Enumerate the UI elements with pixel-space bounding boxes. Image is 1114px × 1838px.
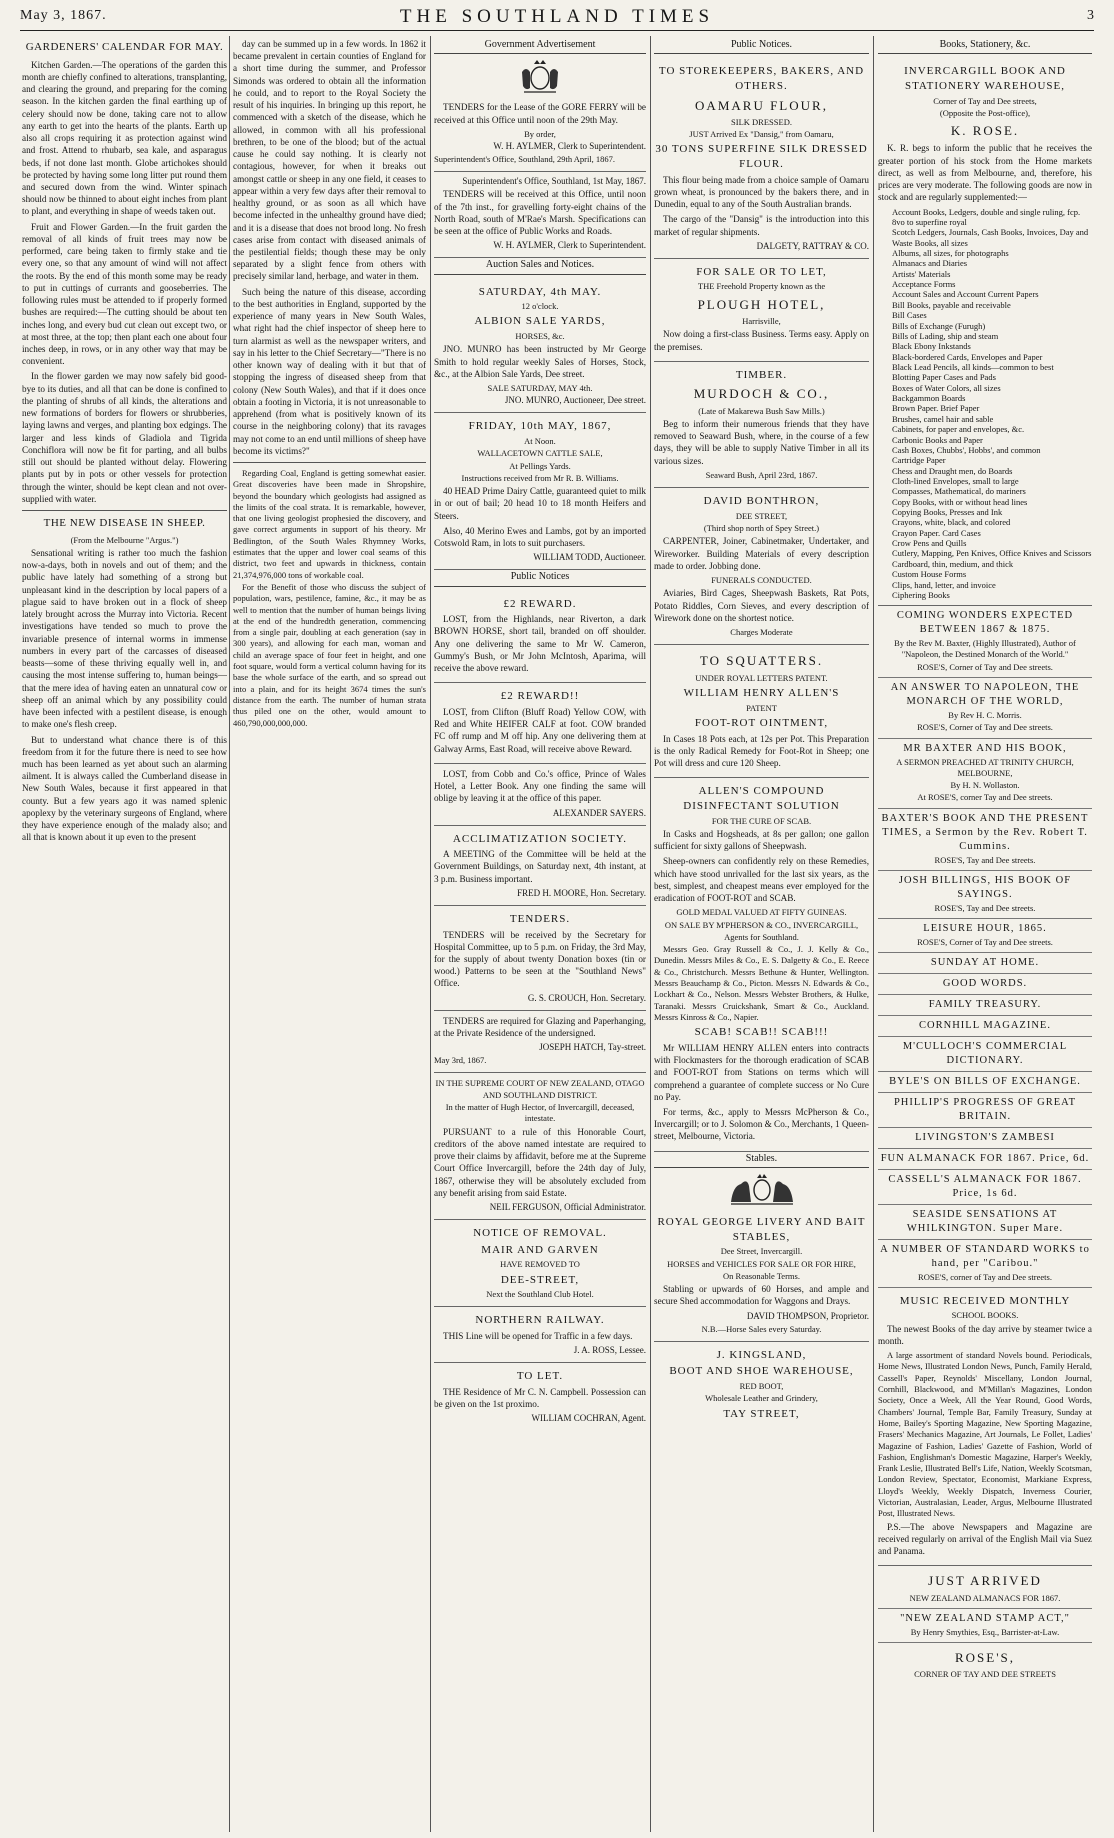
book-listing: GOOD WORDS. xyxy=(878,974,1092,995)
stock-list xyxy=(878,207,1092,601)
stock-list-item: Artists' Materials xyxy=(892,268,951,279)
stock-list-item: Clips, hand, letter, and invoice xyxy=(892,579,996,590)
stock-list-item: Cardboard, thin, medium, and thick xyxy=(892,558,1014,569)
stock-list-item: Chess and Draught men, do Boards xyxy=(892,465,1013,476)
column-4 xyxy=(654,38,869,1834)
book-listing: LEISURE HOUR, 1865. ROSE'S, Corner of Tay and Dee streets. xyxy=(878,919,1092,953)
stock-list-item: Cabinets, for paper and envelopes, &c. xyxy=(892,424,1025,435)
auction-notice: FRIDAY, 10th MAY, 1867, At Noon. WALLACETOWN CATTLE SALE, At Pellings Yards. Instructions received from Mr R. B. Williams. 40 HEAD Prime Dairy Cattle, guaranteed quiet to milk in or out of bail; 20 head 10 to 18 month Heifers and Steers. Also, 40 Merino Ewes and Lambs, got by an imported Cotswold Ram, in lots to suit purchasers. WILLIAM TODD, Auctioneer. xyxy=(434,413,646,570)
book-listing: JOSH BILLINGS, HIS BOOK OF SAYINGS. ROSE'S, Tay and Dee streets. xyxy=(878,871,1092,919)
book-listing: CASSELL'S ALMANACK FOR 1867. Price, 1s 6d. xyxy=(878,1170,1092,1205)
section-heading: Auction Sales and Notices. xyxy=(434,258,646,274)
timber-advert: TIMBER. MURDOCH & CO., (Late of Makarewa Bush Saw Mills.) Beg to inform their numerous friends that they have removed to Seaward Bush, where, in the course of a few days, they will be able to supply Native Timber in all its various sizes. Seaward Bush, April 23rd, 1867. xyxy=(654,362,869,488)
newspaper-title: THE SOUTHLAND TIMES xyxy=(399,6,715,27)
footrot-advert: TO SQUATTERS. UNDER ROYAL LETTERS PATENT. WILLIAM HENRY ALLEN'S PATENT FOOT-ROT OINTMENT, In Cases 18 Pots each, at 12s per Pot. This Preparation is the only Radical Remedy for Foot-Rot in Sheep; one Pot will dress and cure 120 Sheep. xyxy=(654,645,869,778)
stock-list-item: Scotch Ledgers, Journals, Cash Books, Invoices, Day and Waste Books, all sizes xyxy=(892,227,1089,248)
stock-list-item: Blotting Paper Cases and Pads xyxy=(892,372,996,383)
column-1 xyxy=(22,38,227,1834)
stock-list-item: Almanacs and Diaries xyxy=(892,258,968,269)
article-paragraph: Such being the nature of this disease, according to the best authorities in England, supported by the experience of many years in New South Wales, what right had the chief inspector of sheep here to turn alarmist as well as the newspaper writers, and say in his letter to the Chief Secretary—"There is no other known way of dealing with it but that of stopping the ingress of diseased sheep from that colony (New South Wales), and that if it does once obtain a footing in Victoria, it is not unreasonable to apprehend (from what is positively known of its course in the neighboring colony) that its ravages may not come to an end until millions of sheep have become its victims?" xyxy=(233,286,426,456)
article-paragraph: For the Benefit of those who discuss the subject of population, wars, pestilence, famine, &c., it may be as well to mention that the number of human beings living at the end of the hundredth generation, commencing from a single pair, doubling at each generation (say in 300 years), and allowing for each man, woman and child an average space of four feet in height, and one foot square, would form a vertical column having for its base the whole surface of the earth, and so spread out into a plain, and for its height 3674 times the sun's distance from the earth. The number of human strata thus piled one on the other, would amount to 460,790,000,000,000. xyxy=(233,581,426,728)
stock-list-item: Crow Pens and Quills xyxy=(892,538,967,549)
book-listing: PHILLIP'S PROGRESS OF GREAT BRITAIN. xyxy=(878,1093,1092,1128)
disinfectant-advert: ALLEN'S COMPOUND DISINFECTANT SOLUTION FOR THE CURE OF SCAB. In Casks and Hogsheads, at 8s per gallon; one gallon sufficient for sixty gallons of Sheepwash. Sheep-owners can confidently rely on these Remedies, which have stood unrivalled for the last six years, as the best, simplest, and cheapest means ever employed for the eradication of FOOT-ROT and SCAB. GOLD MEDAL VALUED AT FIFTY GUINEAS. ON SALE BY M'PHERSON & CO., INVERCARGILL, Agents for Southland. Messrs Geo. Gray Russell & Co., J. J. Kelly & Co., Dunedin. Messrs Miles & Co., E. S. Dalgetty & Co., E. Reece & Co., Christchurch. Messrs Bethune & Hunter, Wellington. Messrs Beauchamp & Co., Picton. Messrs N. Edwards & Co., Lockhart & Co., Nelson. Messrs Webster Brothers, & Hulke, Taranaki. Messrs Cruickshank, Smart & Co., Auckland. Messrs Kinross & Co., Napier. SCAB! SCAB!! SCAB!!! Mr WILLIAM HENRY ALLEN enters into contracts with Flockmasters for the thorough eradication of SCAB and FOOT-ROT from Stations on terms which will comprehend a guarantee of complete success or No Cure no Pay. For terms, &c., apply to Messrs McPherson & Co., Invercargill; or to J. Solomon & Co., Merchants, 1 Queen-street, Melbourne, Victoria. xyxy=(654,778,869,1151)
article-paragraph: Regarding Coal, England is getting somewhat easier. Great discoveries have been made in Shropshire, beyond the boundary which geologists had assigned as the limits of the coal strata. It is remarkable, however, that one living geologist prophesied the discovery, and gave correct arguments in support of his theory. Mr Bedlington, of the South Wales Rhymney Works, estimates that the upper and lower coal seams of this district, two feet and upwards in thickness, contain 21,374,976,000 tons of workable coal. xyxy=(233,467,426,580)
stock-list-item: Bill Cases xyxy=(892,310,927,321)
stock-list-item: Bill Books, payable and receivable xyxy=(892,299,1011,310)
article-paragraph: Kitchen Garden.—The operations of the garden this month are chiefly confined to alterations, transplanting, and clearing the ground, and preparing for the coming season. In the kitchen garden the final earthing up of celery should now be done, taking care not to allow any earth to get into the hearts of the plants. Earth up also all crops requiring it as protection against wind and frost. Attend to rhubarb, sea kale, and asparagus beds, if not done last month. Globe artichokes should be protected by having some long litter put round them and secured down from the wind. Winter spinach should now be thinned to about eight inches from plant to plant, and everything in shape of weeds taken out. xyxy=(22,59,227,217)
stock-list-item: Backgammon Boards xyxy=(892,393,966,404)
tender-notice: TENDERS. TENDERS will be received by the Secretary for Hospital Committee, up to 5 p.m. on Friday, the 3rd May, for the supply of about twenty Donation boxes (tin or wood.) Patterns to be seen at the "Southland News" Office. G. S. CROUCH, Hon. Secretary. xyxy=(434,906,646,1011)
removal-notice: NOTICE OF REMOVAL. MAIR AND GARVEN HAVE REMOVED TO DEE-STREET, Next the Southland Club Hotel. xyxy=(434,1220,646,1307)
royal-crest-icon xyxy=(518,58,562,94)
book-listing: FAMILY TREASURY. xyxy=(878,995,1092,1016)
section-heading: Books, Stationery, &c. xyxy=(878,38,1092,54)
flour-advert: TO STOREKEEPERS, BAKERS, AND OTHERS. OAMARU FLOUR, SILK DRESSED. JUST Arrived Ex "Dansig," from Oamaru, 30 TONS SUPERFINE SILK DRESSED FLOUR. This flour being made from a choice sample of Oamaru grown wheat, is pronounced by the bakers there, and in Dunedin, equal to any of the South Australian brands. The cargo of the "Dansig" is the introduction into this market of regular shipments. DALGETY, RATTRAY & CO. xyxy=(654,58,869,259)
book-listing: JUST ARRIVED NEW ZEALAND ALMANACS FOR 1867. xyxy=(878,1566,1092,1609)
column-divider xyxy=(229,36,230,1832)
stock-list-item: Cutlery, Mapping, Pen Knives, Office Knives and Scissors xyxy=(892,548,1092,559)
rose-signature: ROSE'S, CORNER OF TAY AND DEE STREETS xyxy=(914,1650,1056,1680)
stock-list-item: Black Ebony Inkstands xyxy=(892,341,971,352)
lost-notice: LOST, from Cobb and Co.'s office, Prince of Wales Hotel, a Letter Book. Any one finding the same will oblige by leaving it at the office of this paper. ALEXANDER SAYERS. xyxy=(434,764,646,826)
section-heading: Public Notices. xyxy=(654,38,869,54)
section-heading: Stables. xyxy=(654,1152,869,1168)
stock-list-item: Brown Paper. Brief Paper xyxy=(892,403,980,414)
tender-notice: TENDERS are required for Glazing and Paperhanging, at the Private Residence of the undersigned. JOSEPH HATCH, Tay-street. May 3rd, 1867. xyxy=(434,1011,646,1074)
book-listing: CORNHILL MAGAZINE. xyxy=(878,1016,1092,1037)
society-notice: ACCLIMATIZATION SOCIETY. A MEETING of the Committee will be held at the Government Buildings, on Saturday next, 4th instant, at 3 p.m. Business important. FRED H. MOORE, Hon. Secretary. xyxy=(434,826,646,906)
stock-list-item: Brushes, camel hair and sable xyxy=(892,413,994,424)
section-heading: Government Advertisement xyxy=(434,38,646,54)
stock-list-item: Ciphering Books xyxy=(892,589,950,600)
book-listing: SUNDAY AT HOME. xyxy=(878,953,1092,974)
tender-notice: Superintendent's Office, Southland, 1st May, 1867. TENDERS will be received at this Office, until noon of the 7th inst., for gravelling forty-eight chains of the North Road, south of M'Rae's Marsh. Specifications can be seen at the office of Public Works and Roads. W. H. AYLMER, Clerk to Superintendent. xyxy=(434,172,646,258)
railway-notice: NORTHERN RAILWAY. THIS Line will be opened for Traffic in a few days. J. A. ROSS, Lessee. xyxy=(434,1307,646,1363)
column-divider xyxy=(873,36,874,1832)
livery-advert: ROYAL GEORGE LIVERY AND BAIT STABLES, Dee Street, Invercargill. HORSES and VEHICLES FOR SALE OR FOR HIRE, On Reasonable Terms. Stabling or upwards of 60 Horses, and ample and secure Shed accommodation for Waggons and Drays. DAVID THOMPSON, Proprietor. N.B.—Horse Sales every Saturday. xyxy=(654,1209,869,1342)
stock-list-item: Compasses, Mathematical, do mariners xyxy=(892,486,1026,497)
section-heading: Public Notices xyxy=(434,570,646,586)
book-listing: BAXTER'S BOOK AND THE PRESENT TIMES, a Sermon by the Rev. Robert T. Cummins. ROSE'S, Tay and Dee streets. xyxy=(878,809,1092,871)
book-listing: BYLE'S ON BILLS OF EXCHANGE. xyxy=(878,1072,1092,1093)
article-heading: THE NEW DISEASE IN SHEEP. xyxy=(43,517,206,530)
book-listing: M'CULLOCH'S COMMERCIAL DICTIONARY. xyxy=(878,1037,1092,1072)
column-3 xyxy=(434,38,646,1834)
stock-list-item: Acceptance Forms xyxy=(892,279,956,290)
stock-list-item: Copying Books, Presses and Ink xyxy=(892,507,1003,518)
article-paragraph: Sensational writing is rather too much the fashion now-a-days, both in novels and out of them; and the public have lately had something of a strong but unpleasant kind in the description by local papers of a plague said to have broken out in a flock of sheep lately brought across the Murray into Victoria. Recent investigations have tended so much to prove the invariable presence of internal worms in immense numbers in every part of the carcasses of diseased beasts—some of these thriving equally well in, and causing the most intense suffering to, human beings—that the mere idea of having eaten an unnatural cow or sheep off an animal which by any possibility could have been infected with a pestilent disease, is enough to make one's flesh creep. xyxy=(22,547,227,730)
column-divider xyxy=(430,36,431,1832)
stock-list-item: Bills of Exchange (Furugh) xyxy=(892,320,986,331)
article-heading: GARDENERS' CALENDAR FOR MAY. xyxy=(25,41,224,53)
book-listing: A NUMBER OF STANDARD WORKS to hand, per "Caribou." ROSE'S, corner of Tay and Dee streets. xyxy=(878,1240,1092,1288)
reward-notice: £2 REWARD!! LOST, from Clifton (Bluff Road) Yellow COW, with Red and White HEIFER CALF at foot. COW branded FC off rump and M off hip. Any one delivering them at Galway Arms, East Road, will receive above Reward. xyxy=(434,683,646,764)
book-listing: AN ANSWER TO NAPOLEON, THE MONARCH OF THE WORLD, By Rev H. C. Morris. ROSE'S, Corner of Tay and Dee streets. xyxy=(878,678,1092,739)
stock-list-item: Black Lead Pencils, all kinds—common to best xyxy=(892,361,1054,372)
stock-list-item: Bills of Lading, ship and steam xyxy=(892,330,999,341)
book-listing: SEASIDE SENSATIONS AT WHILKINGTON. Super Mare. xyxy=(878,1205,1092,1240)
masthead-rule xyxy=(20,30,1094,31)
stock-list-item: Account Sales and Account Current Papers xyxy=(892,289,1039,300)
stock-list-item: Carbonic Books and Paper xyxy=(892,434,983,445)
book-listing: MR BAXTER AND HIS BOOK, A SERMON PREACHED AT TRINITY CHURCH, MELBOURNE, By H. N. Wollaston. At ROSE'S, corner Tay and Dee streets. xyxy=(878,739,1092,809)
stock-list-item: Crayons, white, black, and colored xyxy=(892,517,1011,528)
column-5 xyxy=(878,38,1092,1834)
stock-list-item: Crayon Paper. Card Cases xyxy=(892,527,981,538)
stock-list-item: Account Books, Ledgers, double and single ruling, fcp. 8vo to superfine royal xyxy=(892,206,1081,227)
article-paragraph: In the flower garden we may now safely bid good-bye to its duties, and all that can be done is confined to the planting of shrubs of all kinds, the alterations and new formations of borders for flowers or shrubberies, laying lawns and verges, and planting box edgings. The larger and less kinds of Gladiola and Tigrida Conchiflora will now be fit for parting, and all bulbs still out should be planted without delay. Flowering plants put by in pots or other vessels for protection through the winter, should be kept clean and not over-supplied with water. xyxy=(22,371,227,504)
article-paragraph: day can be summed up in a few words. In 1862 it became prevalent in certain counties of England for a short time during the summer, and Professor Simonds was ordered to obtain all the information he could, and to report to the Royal Society the result of his inquiries. In bringing up this report, he commenced with a sketch of the disease, which he allowed, in common with all his professional brethren, to be one of the blood; but of the actual cause he could say nothing. It is clearly not contagious, however, for when it breaks out amongst cattle or sheep in any one field, it ceases to appear within a very few days after their removal to healthy ground, or as soon as all which have become infected in the unhealthy ground have died; and it is a disease that does not brood long. No fresh cases arise from contact with diseased animals of the pestilential fields; though these may be only separated by a slight fence from others with precisely similar land, herbage, and water in them. xyxy=(233,39,426,282)
stock-list-item: Albums, all sizes, for photographs xyxy=(892,248,1009,259)
column-2 xyxy=(233,38,426,1834)
reward-notice: £2 REWARD. LOST, from the Highlands, near Riverton, a dark BROWN HORSE, short tail, branded on off shoulder. Any one delivering the same to Mr W. Cameron, Gummy's Bush, or Mr John McIntosh, Aparima, will receive the above reward. xyxy=(434,591,646,684)
carpenter-advert: DAVID BONTHRON, DEE STREET, (Third shop north of Spey Street.) CARPENTER, Joiner, Cabinetmaker, Undertaker, and Wireworker. Building Materials of every description made to order. Jobbing done. FUNERALS CONDUCTED. Aviaries, Bird Cages, Sheepwash Baskets, Rat Pots, Potato Riddles, Corn Sieves, and every description of Wirework done on the shortest notice. Charges Moderate xyxy=(654,488,869,645)
stock-list-item: Cloth-lined Envelopes, small to large xyxy=(892,475,1019,486)
stock-list-item: Cash Boxes, Chubbs', Hobbs', and common xyxy=(892,444,1041,455)
page-number: 3 xyxy=(1087,8,1094,23)
stock-list-item: Copy Books, with or without head lines xyxy=(892,496,1028,507)
book-listing: "NEW ZEALAND STAMP ACT," By Henry Smythies, Esq., Barrister-at-Law. xyxy=(878,1609,1092,1643)
court-notice: IN THE SUPREME COURT OF NEW ZEALAND, OTAGO AND SOUTHLAND DISTRICT. In the matter of Hugh Hector, of Invercargill, deceased, intestate. PURSUANT to a rule of this Honorable Court, creditors of the above named intestate are required to prove their claims by affidavit, before me at the Supreme Court Office Invercargill, before the 24th day of July, 1867, otherwise they will be absolutely excluded from any benefit arising from said Estate. NEIL FERGUSON, Official Administrator. xyxy=(434,1073,646,1220)
stock-list-item: Boxes of Water Colors, all sizes xyxy=(892,382,1001,393)
stock-list-item: Black-bordered Cards, Envelopes and Paper xyxy=(892,351,1043,362)
book-listing: COMING WONDERS EXPECTED BETWEEN 1867 & 1875. By the Rev M. Baxter, (Highly Illustrated), Author of "Napoleon, the Destined Monarch of the World." ROSE'S, Corner of Tay and Dee streets. xyxy=(878,606,1092,678)
boot-warehouse-advert: J. KINGSLAND, BOOT AND SHOE WAREHOUSE, RED BOOT, Wholesale Leather and Grindery, TAY STREET, xyxy=(669,1348,854,1420)
to-let-notice: TO LET. THE Residence of Mr C. N. Campbell. Possession can be given on the 1st proximo. WILLIAM COCHRAN, Agent. xyxy=(434,1370,646,1424)
bookseller-advert: INVERCARGILL BOOK AND STATIONERY WAREHOUSE, Corner of Tay and Dee streets, (Opposite the Post-office), K. ROSE. K. R. begs to inform the public that he receives the greater portion of his stock from the Home markets direct, as well as from Melbourne, and, therefore, his prices are very moderate. The following goods are now in stock and are regularly supplemented:— Account Books, Ledgers, double and single ruling, fcp. 8vo to superfine royal Scotch Ledgers, Journals, Cash Books, Invoices, Day and Waste Books, all sizes Albums, all sizes, for photographs Almanacs and Diaries Artists' Materials Acceptance Forms Account Sales and Account Current Papers Bill Books, payable and receivable Bill Cases Bills of Exchange (Furugh) Bills of Lading, ship and steam Black Ebony Inkstands Black-bordered Cards, Envelopes and Paper Black Lead Pencils, all kinds—common to best Blotting Paper Cases and Pads Boxes of Water Colors, all sizes Backgammon Boards Brown Paper. Brief Paper Brushes, camel hair and sable Cabinets, for paper and envelopes, &c. Carbonic Books and Paper Cash Boxes, Chubbs', Hobbs', and common Cartridge Paper Chess and Draught men, do Boards Cloth-lined Envelopes, small to large Compasses, Mathematical, do mariners Copy Books, with or without head lines Copying Books, Presses and Ink Crayons, white, black, and colored Crayon Paper. Card Cases Crow Pens and Quills Cutlery, Mapping, Pen Knives, Office Knives and Scissors Cardboard, thin, medium, and thick Custom House Forms Clips, hand, letter, and invoice Ciphering Books xyxy=(878,58,1092,606)
article-paragraph: But to understand what chance there is of this freedom from it for the future there is need to see how much has been learned as yet about such an alarming ailment. It is always called the Cumberland disease in New South Wales, because it first appeared in that county. But a few years ago it was named splenic apoplexy by the veterinary surgeons of England, where they have experience enough of the malady also; and all that is known about it up even to the present xyxy=(22,734,227,843)
book-listing: FUN ALMANACK FOR 1867. Price, 6d. xyxy=(878,1149,1092,1170)
book-listing: LIVINGSTON'S ZAMBESI xyxy=(878,1128,1092,1149)
masthead xyxy=(20,6,1094,28)
auction-notice: SATURDAY, 4th MAY. 12 o'clock. ALBION SALE YARDS, HORSES, &c. JNO. MUNRO has been instructed by Mr George Smith to hold regular weekly Sales of Horses, Stock, &c., at the Albion Sale Yards, Dee street. SALE SATURDAY, MAY 4th. JNO. MUNRO, Auctioneer, Dee street. xyxy=(434,279,646,414)
article-paragraph: Fruit and Flower Garden.—In the fruit garden the removal of all kinds of fruit trees may now be performed, care being taken to firmly stake and tie every one, so that any amount of wind will not affect the roots. By the end of this month some may be ready to put in cuttings of currants and gooseberries. The following rules must be attended to if properly formed bushes are required:—The cutting should be about ten inches long, and every bud cut clean out except two, or at most three, at the top; then plant each one about four inches deep, in rows, or in any other way that may be convenient. xyxy=(22,221,227,367)
stock-list-item: Cartridge Paper xyxy=(892,455,946,466)
tender-notice: TENDERS for the Lease of the GORE FERRY will be received at this Office until noon of the 29th May. By order, W. H. AYLMER, Clerk to Superintendent. Superintendent's Office, Southland, 29th April, 1867. xyxy=(434,97,646,172)
stock-list-item: Custom House Forms xyxy=(892,569,967,580)
hotel-advert: FOR SALE OR TO LET, THE Freehold Property known as the PLOUGH HOTEL, Harrisville, Now doing a first-class Business. Terms easy. Apply on the premises. xyxy=(654,259,869,362)
crest-with-horses-icon xyxy=(727,1172,797,1206)
article-source: (From the Melbourne "Argus.") xyxy=(70,534,179,545)
column-divider xyxy=(650,36,651,1832)
issue-date: May 3, 1867. xyxy=(20,8,107,23)
music-books-advert: MUSIC RECEIVED MONTHLY SCHOOL BOOKS. The newest Books of the day arrive by steamer twice a month. A large assortment of standard Novels bound. Periodicals, Home News, Illustrated London News, Punch, Family Herald, Cassell's Paper, Reynolds' Miscellany, London Journal, Cornhill, Blackwood, and M'Millan's Magazines, London Society, Once a Week, All the Year Round, Good Words, Chambers' Journal, Temple Bar, Family Treasury, Sunday at Home, Bailey's Sporting Magazine, New Sporting Magazine, Frasers' Mechanics Magazine, Art Journals, Le Follet, Ladies' Magazine of Fashion, Ladies' Gazette of Fashion, World of Fashion, Englishman's Domestic Magazine, Harper's Weekly, Frank Leslie, Illustrated Bell's Life, Nation, Weekly Scotsman, London Review, Spectator, Economist, Markiane Express, Lloyd's Weekly, Weekly Dispatch, Inverness Courier, Victorian, Australasian, Leader, Argus, Melbourne Illustrated Post, Illustrated News. P.S.—The above Newspapers and Magazine are received regularly on arrival of the English Mail via Suez and Panama. xyxy=(878,1288,1092,1567)
